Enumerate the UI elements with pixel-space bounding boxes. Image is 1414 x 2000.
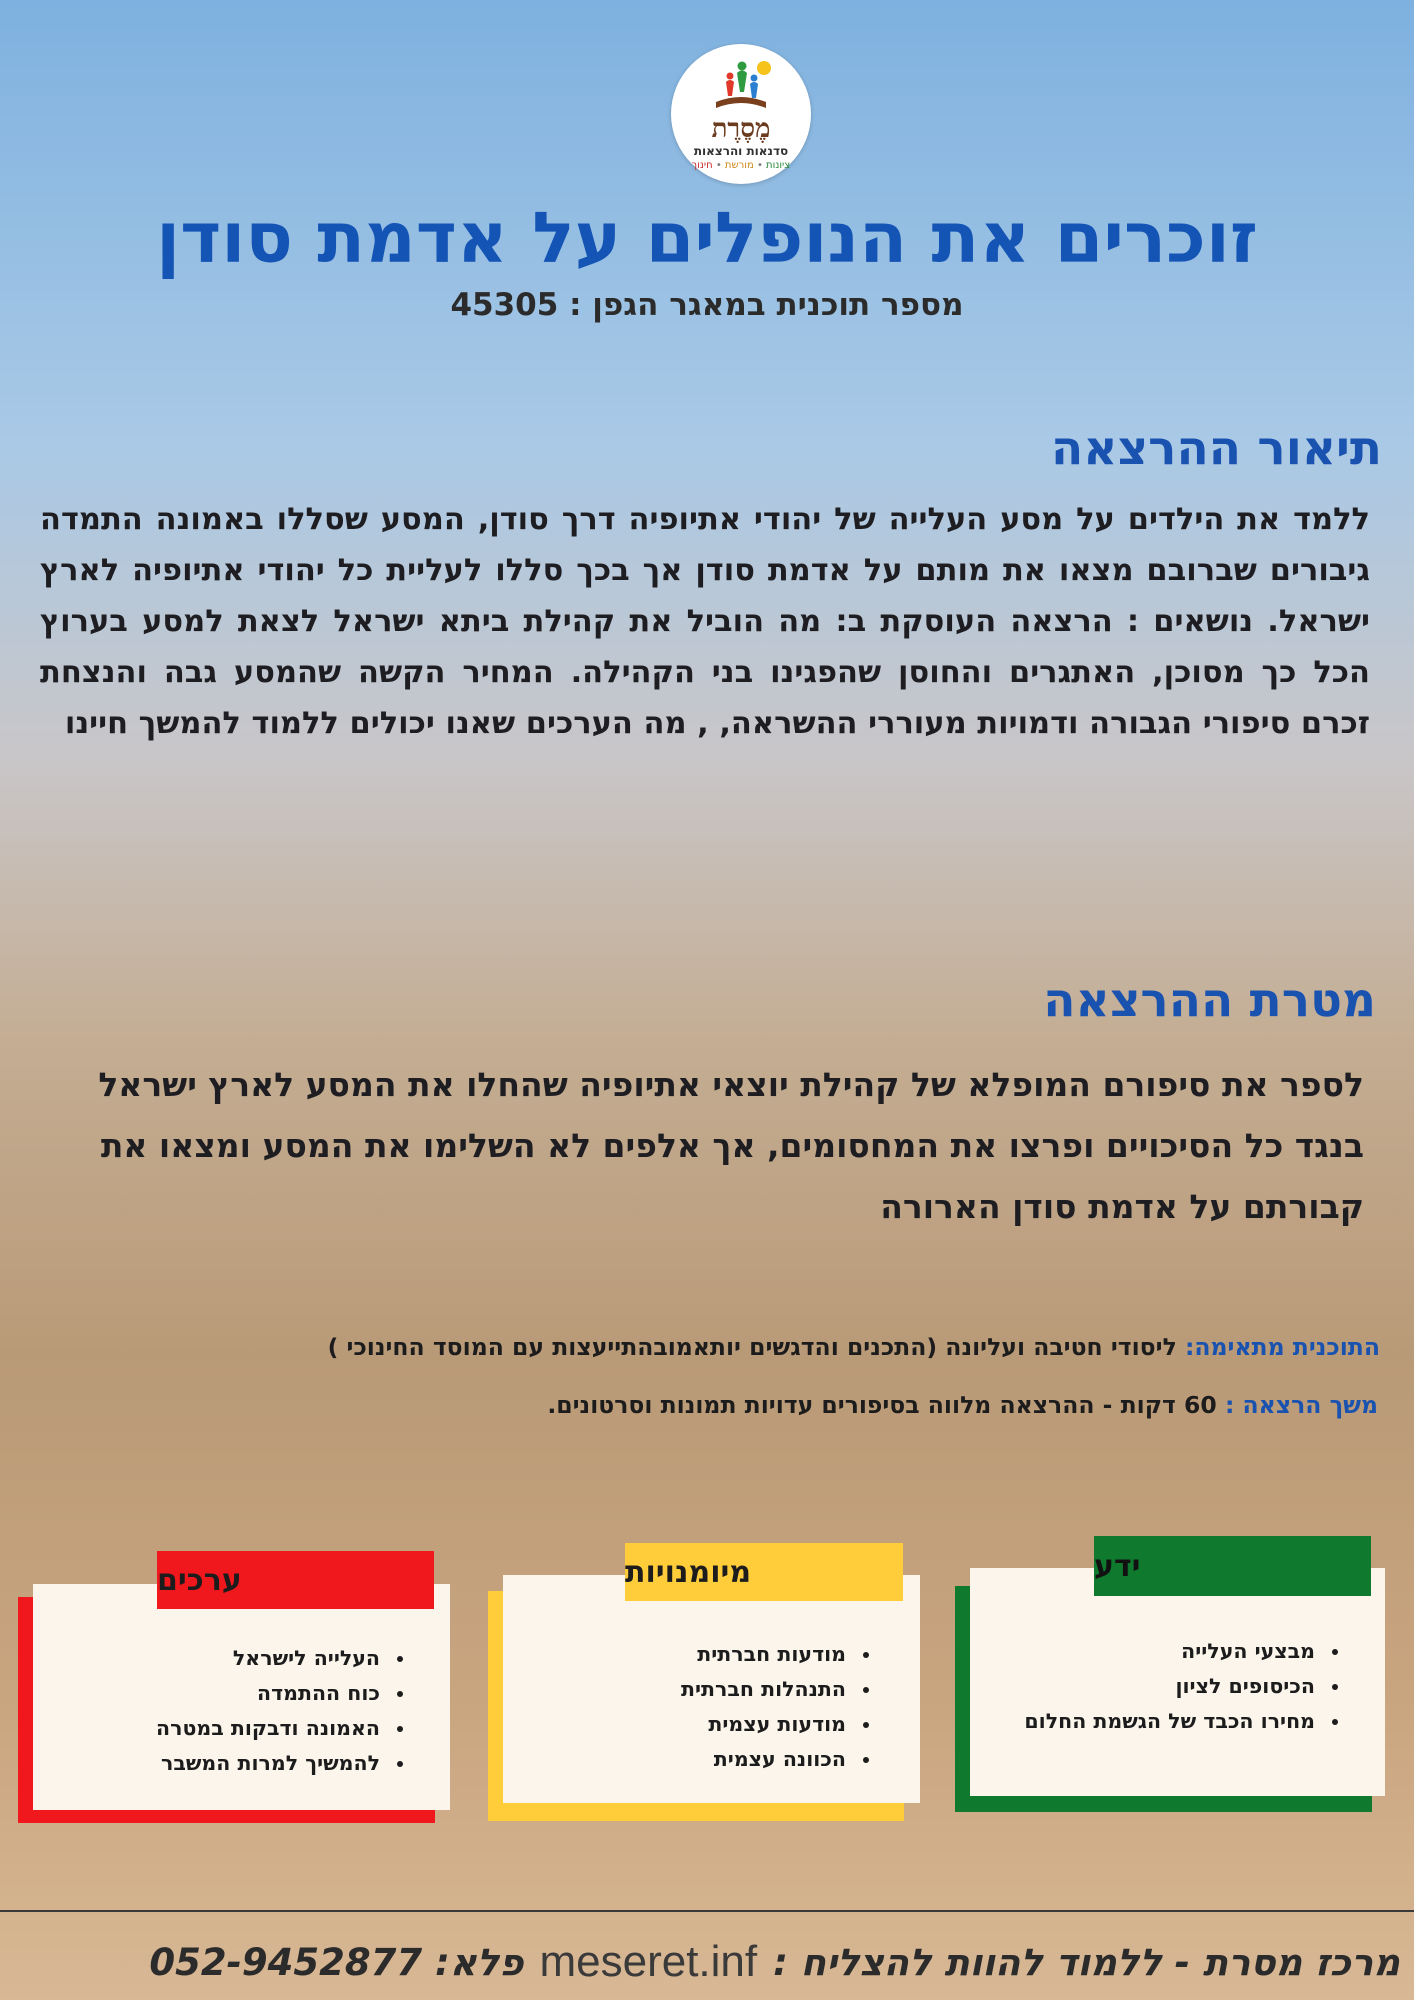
- list-item: • הכיסופים לציון: [959, 1669, 1319, 1704]
- list-item: • האמונה ודבקות במטרה: [24, 1711, 384, 1746]
- description-text: ללמד את הילדים על מסע העלייה של יהודי אתיופיה דרך סודן, המסע שסללו באמונה התמדה גיבורים שברובם מצאו את מותם על אדמת סודן אך בכך סללו לעליית כל יהודי אתיופיה לארץ ישראל. נושאים : הרצאה העוסקת ב: מה הוביל את קהילת ביתא ישראל לצאת למסע בערוץ הכל כך מסוכן, האתגרים והחוסן שהפגינו בני הקהילה. המחיר הקשה שהמסע גבה והנצחת זכרם סיפורי הגבורה ודמויות מעוררי ההשראה, , מה הערכים שאנו יכולים ללמוד להמשך חיינו: [40, 502, 1370, 741]
- goal-heading: מטרת ההרצאה: [1043, 973, 1376, 1028]
- list-item: • מודעות עצמית: [510, 1707, 850, 1742]
- suitability-value: ליסודי חטיבה ועליונה (התכנים והדגשים יותאמובהתייעצות עם המוסד החינוכי ): [327, 1333, 1177, 1361]
- values-card: [18, 1551, 450, 1829]
- phone-label: פלא:: [435, 1940, 524, 1984]
- list-item: • התנהלות חברתית: [510, 1672, 850, 1707]
- values-card-title: ערכים: [157, 1551, 434, 1609]
- footer-tagline: מרכז מסרת - ללמוד להוות להצליח :: [773, 1940, 1400, 1984]
- skills-list: [510, 1637, 880, 1777]
- description-heading: תיאור ההרצאה: [1050, 421, 1382, 476]
- program-number: מספר תוכנית במאגר הגפן : 45305: [450, 287, 964, 323]
- knowledge-card-title: ידע: [1094, 1536, 1371, 1596]
- logo-name: מֶסֶרֶת: [711, 113, 771, 144]
- suitability-label: התוכנית מתאימה:: [1184, 1333, 1380, 1361]
- list-item: • מחירו הכבד של הגשמת החלום: [959, 1704, 1319, 1739]
- values-list: [24, 1641, 414, 1781]
- logo-figures-icon: [706, 58, 776, 118]
- goal-text: לספר את סיפורם המופלא של קהילת יוצאי אתיופיה שהחלו את המסע לארץ ישראל בנגד כל הסיכויים ופרצו את המחסומים, אך אלפים לא השלימו את המסע ומצאו את קבורתם על אדמת סודן הארורה: [98, 1065, 1364, 1226]
- footer-divider: [0, 1910, 1414, 1912]
- skills-card-title: מיומנויות: [625, 1543, 903, 1601]
- skills-card: [488, 1543, 920, 1825]
- logo-subtitle: סדנאות והרצאות: [693, 143, 789, 158]
- list-item: • מבצעי העלייה: [959, 1634, 1319, 1669]
- duration-value: 60 דקות - ההרצאה מלווה בסיפורים עדויות תמונות וסרטונים.: [547, 1391, 1217, 1419]
- list-item: • כוח ההתמדה: [24, 1676, 384, 1711]
- footer-phone: [149, 1941, 523, 1984]
- footer-website-link[interactable]: meseret.inf: [539, 1937, 758, 1986]
- suitability-line: [328, 1330, 1380, 1364]
- knowledge-card: [955, 1536, 1385, 1816]
- duration-label: משך הרצאה :: [1224, 1391, 1378, 1419]
- duration-line: [547, 1388, 1378, 1422]
- phone-number: 052-9452877: [149, 1940, 423, 1984]
- list-item: • העלייה לישראל: [24, 1641, 384, 1676]
- list-item: • להמשיך למרות המשבר: [24, 1746, 384, 1781]
- list-item: • הכוונה עצמית: [510, 1742, 850, 1777]
- logo: [671, 44, 811, 184]
- knowledge-list: [959, 1634, 1349, 1739]
- logo-tagline: ציונות • מורשת • חינוך: [691, 159, 791, 171]
- page-title: זוכרים את הנופלים על אדמת סודן: [156, 197, 1258, 279]
- list-item: • מודעות חברתית: [510, 1637, 850, 1672]
- footer: [0, 1932, 1414, 1992]
